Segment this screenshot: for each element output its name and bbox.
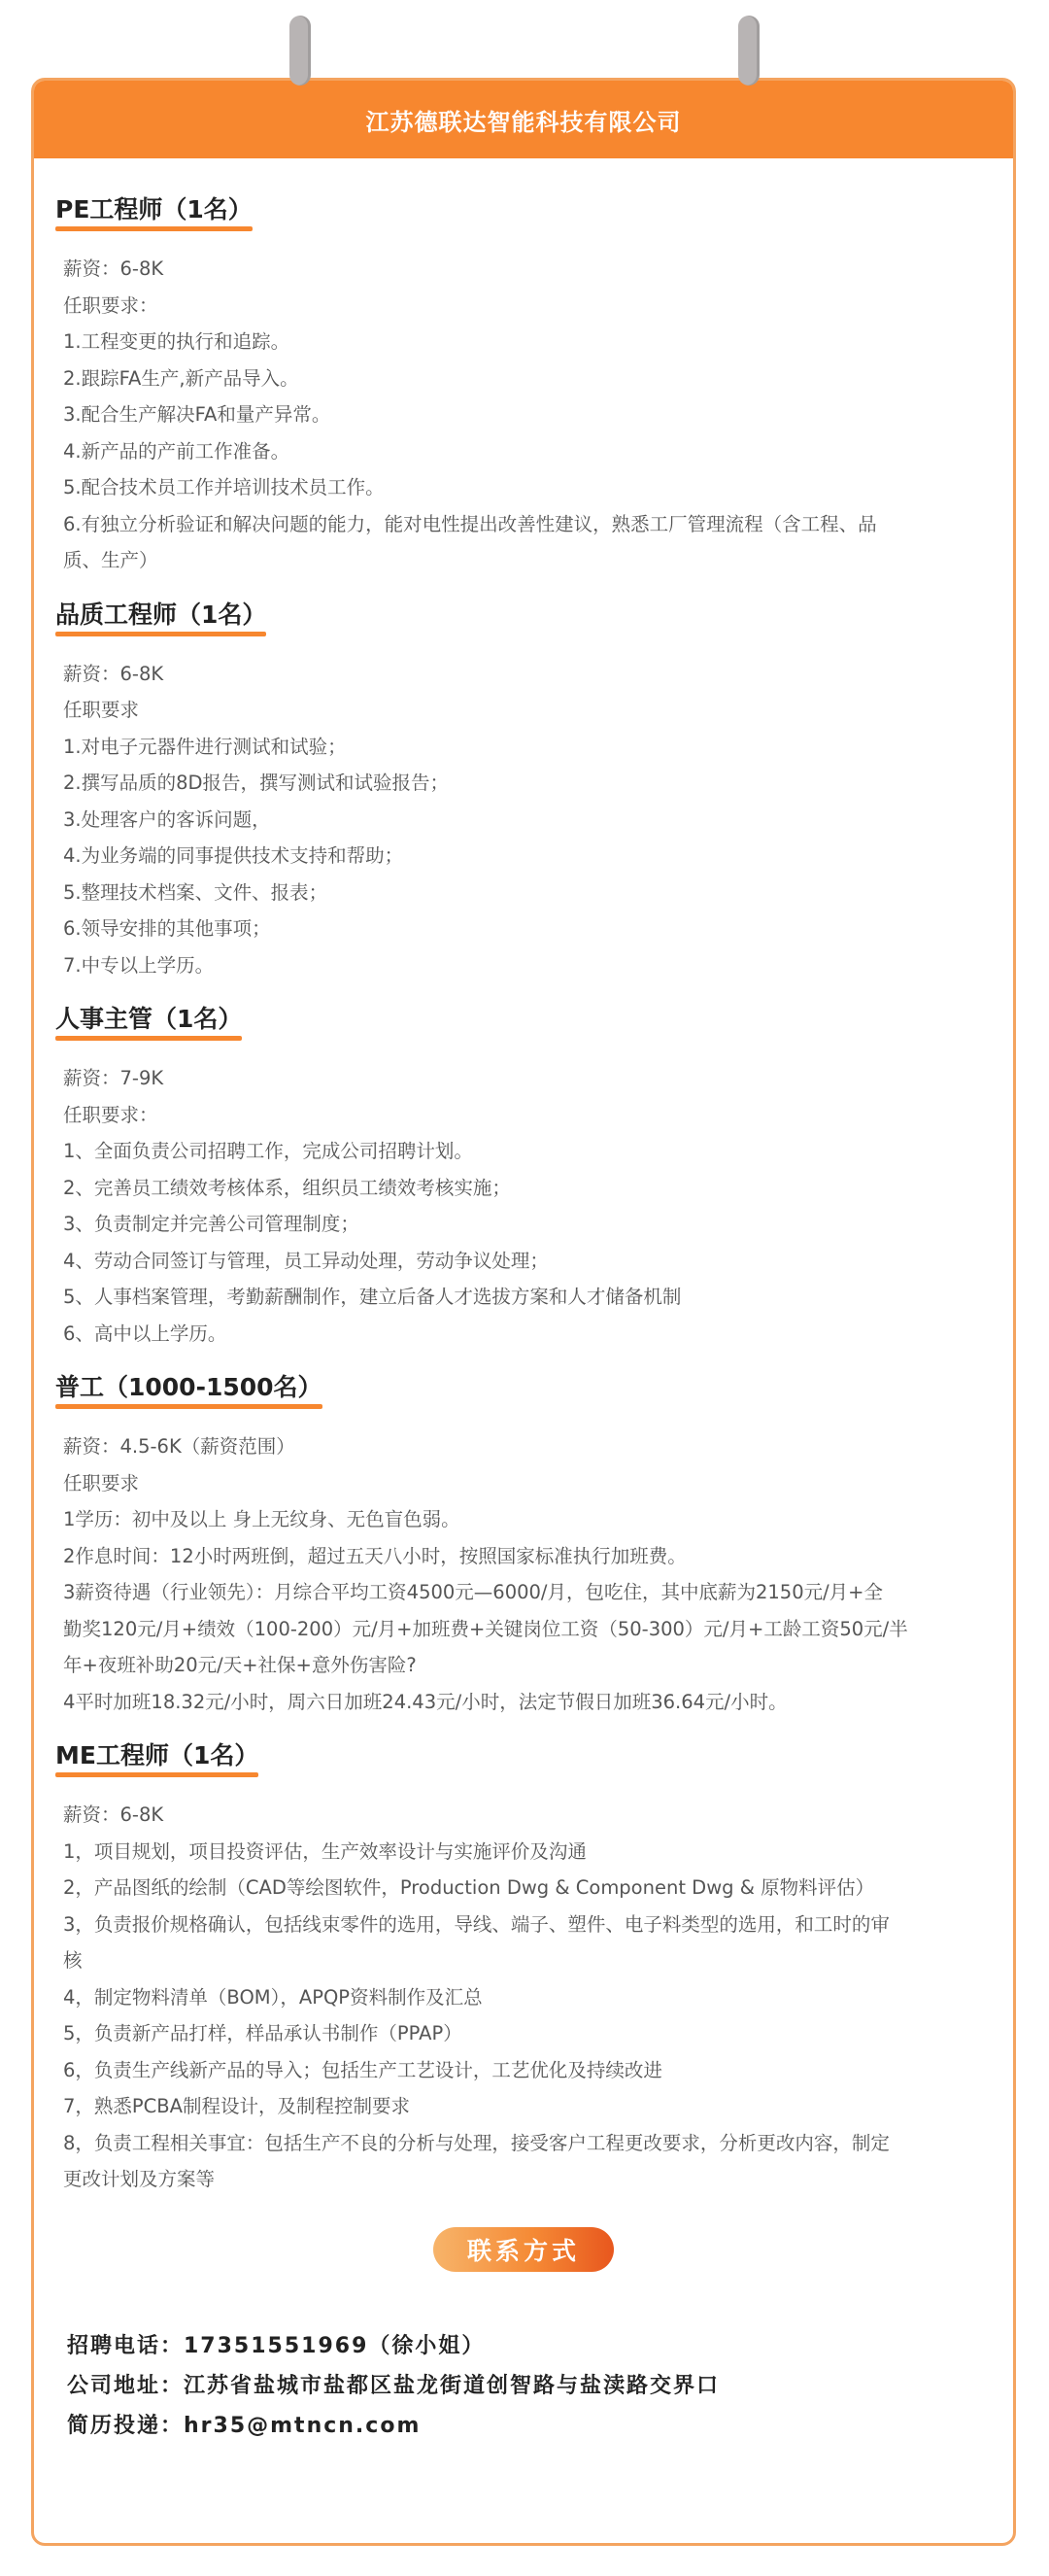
title-underline — [55, 226, 253, 231]
contact-info-badge: 联系方式 — [433, 2227, 614, 2272]
company-header — [34, 81, 1013, 158]
job-section-quality-engineer — [34, 593, 1013, 984]
text-line: 5.整理技术档案、文件、报表； — [63, 880, 328, 904]
text-line: 2作息时间：12小时两班倒，超过五天八小时，按照国家标准执行加班费。 — [63, 1544, 687, 1567]
job-section-hr-supervisor — [34, 997, 1013, 1352]
text-line: 质、生产） — [63, 549, 158, 571]
section-title: PE工程师（1名） — [51, 188, 253, 237]
text-line: 3.配合生产解决FA和量产异常。 — [63, 403, 331, 426]
text-line: 4.新产品的产前工作准备。 — [63, 439, 290, 463]
text-line: 3、负责制定并完善公司管理制度； — [63, 1213, 359, 1235]
section-title: 人事主管（1名） — [51, 997, 242, 1047]
salary-line: 薪资：4.5-6K（薪资范围） — [63, 1435, 295, 1458]
salary-line: 薪资：6-8K — [63, 258, 164, 280]
text-line: 6.领导安排的其他事项； — [63, 917, 271, 940]
salary-line: 薪资：6-8K — [63, 1803, 164, 1826]
title-underline — [55, 1772, 258, 1777]
text-line: 5、人事档案管理，考勤薪酬制作，建立后备人才选拔方案和人才储备机制 — [63, 1286, 682, 1308]
text-line: 6.有独立分析验证和解决问题的能力，能对电性提出改善性建议，熟悉工厂管理流程（含工程、品 — [63, 512, 877, 535]
text-line: 1学历：初中及以上 身上无纹身、无色盲色弱。 — [63, 1508, 460, 1530]
text-line: 任职要求： — [63, 293, 158, 317]
text-line: 3，负责报价规格确认，包括线束零件的选用，导线、端子、塑件、电子料类型的选用，和工时的审 — [63, 1912, 890, 1936]
text-line: 任职要求： — [63, 1103, 158, 1126]
text-line: 4、劳动合同签订与管理，员工异动处理，劳动争议处理； — [63, 1249, 549, 1272]
contact-list — [34, 2272, 1013, 2446]
text-line: 7.中专以上学历。 — [63, 953, 215, 977]
title-underline — [55, 632, 266, 636]
text-line: 4.为业务端的同事提供技术支持和帮助； — [63, 844, 404, 867]
section-title: ME工程师（1名） — [51, 1734, 258, 1783]
text-line: 1.对电子元器件进行测试和试验； — [63, 735, 347, 758]
job-section-general-worker — [34, 1365, 1013, 1720]
text-line: 3薪资待遇（行业领先）：月综合平均工资4500元—6000/月，包吃住，其中底薪为2150元/月+全 — [63, 1581, 884, 1603]
title-underline — [55, 1036, 242, 1041]
text-line: 5，负责新产品打样，样品承认书制作（PPAP） — [63, 2022, 462, 2044]
text-line: 核 — [63, 1949, 83, 1972]
text-line: 1，项目规划，项目投资评估，生产效率设计与实施评价及沟通 — [63, 1839, 587, 1863]
text-line: 1、全面负责公司招聘工作，完成公司招聘计划。 — [63, 1140, 473, 1162]
text-line: 2，产品图纸的绘制（CAD等绘图软件，Production Dwg & Component Dwg & 原物料评估） — [63, 1876, 875, 1899]
text-line: 8，负责工程相关事宜：包括生产不良的分析与处理，接受客户工程更改要求，分析更改内容，制定 — [63, 2131, 890, 2154]
text-line: 任职要求 — [63, 1471, 140, 1494]
text-line: 6、高中以上学历。 — [63, 1322, 227, 1345]
text-line: 6，负责生产线新产品的导入；包括生产工艺设计，工艺优化及持续改进 — [63, 2058, 662, 2081]
text-line: 4平时加班18.32元/小时，周六日加班24.43元/小时，法定节假日加班36.64元/小时。 — [63, 1690, 788, 1713]
text-line: 2.跟踪FA生产,新产品导入。 — [63, 366, 299, 390]
text-line: 更改计划及方案等 — [63, 2168, 216, 2190]
salary-line: 薪资：6-8K — [63, 662, 164, 685]
text-line: 年+夜班补助20元/天+社保+意外伤害险? — [63, 1654, 417, 1676]
text-line: 1.工程变更的执行和追踪。 — [63, 330, 290, 353]
section-title: 普工（1000-1500名） — [51, 1365, 322, 1415]
text-line: 7，熟悉PCBA制程设计，及制程控制要求 — [63, 2095, 410, 2117]
job-section-me-engineer — [34, 1734, 1013, 2198]
salary-line: 薪资：7-9K — [63, 1067, 164, 1089]
content — [34, 158, 1013, 2446]
contact-phone: 招聘电话：17351551969（徐小姐） — [67, 2333, 486, 2358]
text-line: 勤奖120元/月+绩效（100-200）元/月+加班费+关键岗位工资（50-300）元/月+工龄工资50元/半 — [63, 1617, 908, 1640]
section-title: 品质工程师（1名） — [51, 593, 266, 642]
company-name: 江苏德联达智能科技有限公司 — [365, 108, 682, 136]
contact-email[interactable]: 简历投递：hr35@mtncn.com — [67, 2413, 422, 2438]
text-line: 任职要求 — [63, 699, 140, 721]
text-line: 5.配合技术员工作并培训技术员工作。 — [63, 476, 385, 498]
hanging-pin-right — [738, 16, 760, 86]
job-section-pe-engineer — [34, 188, 1013, 579]
contact-address: 公司地址：江苏省盐城市盐都区盐龙街道创智路与盐渎路交界口 — [67, 2373, 721, 2398]
text-line: 3.处理客户的客诉问题， — [63, 807, 271, 831]
job-posting-card — [31, 78, 1016, 2546]
title-underline — [55, 1404, 322, 1409]
hanging-pin-left — [289, 16, 311, 86]
text-line: 4，制定物料清单（BOM），APQP资料制作及汇总 — [63, 1985, 483, 2009]
text-line: 2、完善员工绩效考核体系，组织员工绩效考核实施； — [63, 1176, 511, 1199]
text-line: 2.撰写品质的8D报告，撰写测试和试验报告； — [63, 772, 450, 794]
